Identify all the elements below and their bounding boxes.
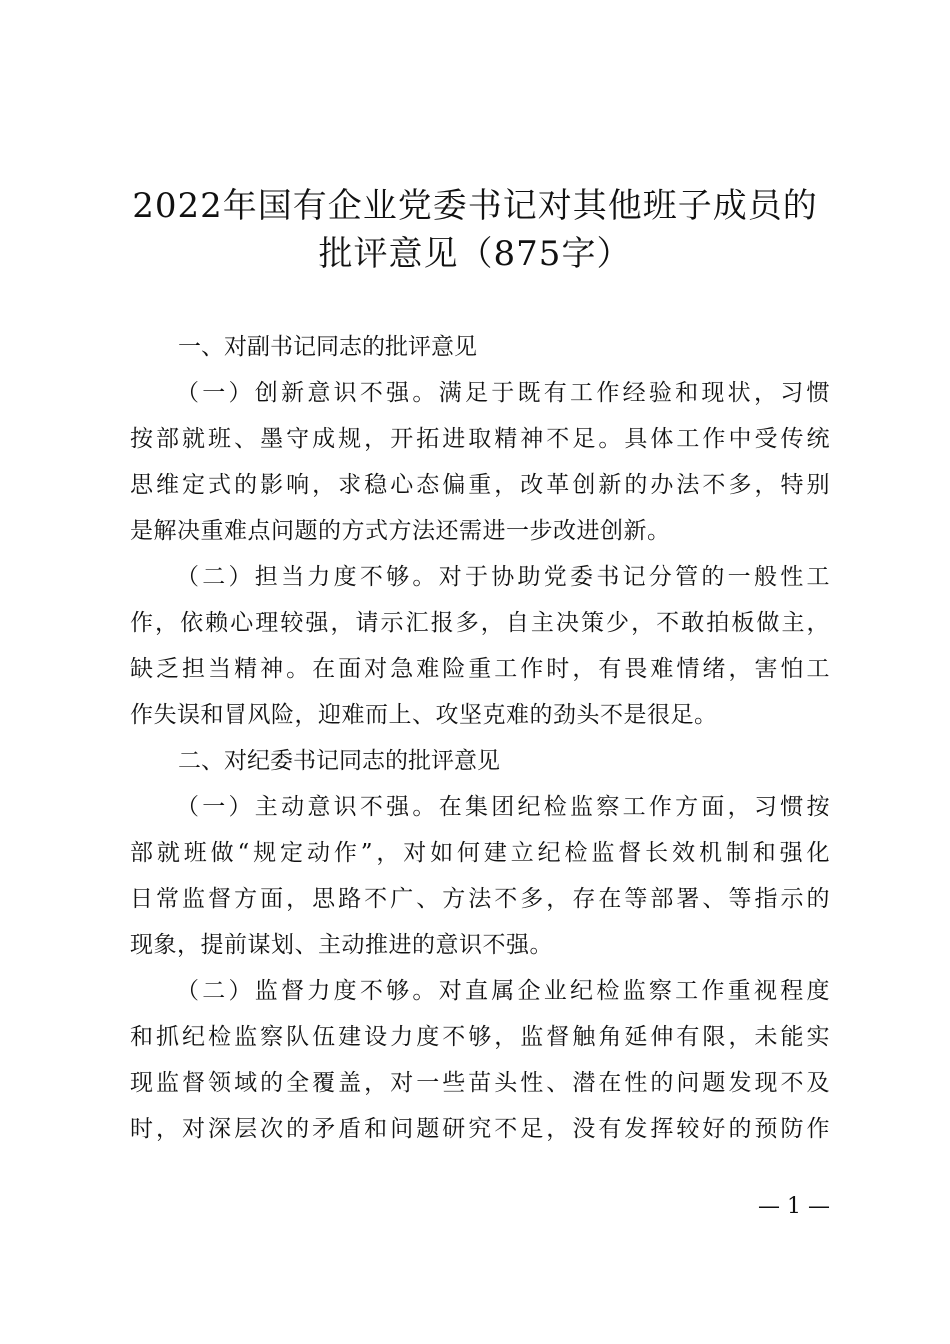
text-line: 现监督领域的全覆盖，对一些苗头性、潜在性的问题发现不及 (130, 1070, 830, 1096)
paragraph-1-2 (130, 554, 830, 738)
paragraph-2-1 (130, 784, 830, 968)
text-line: （二）担当力度不够。对于协助党委书记分管的一般性工 (176, 564, 830, 590)
text-line: 按部就班、墨守成规，开拓进取精神不足。具体工作中受传统 (130, 426, 830, 452)
text-line: 作，依赖心理较强，请示汇报多，自主决策少，不敢拍板做主， (130, 610, 830, 636)
document-body (130, 324, 830, 1152)
section-heading-2: 二、对纪委书记同志的批评意见 (178, 748, 500, 774)
text-line: 日常监督方面，思路不广、方法不多，存在等部署、等指示的 (130, 886, 830, 912)
page-number: — 1 — (758, 1194, 830, 1219)
text-line: 是解决重难点问题的方式方法还需进一步改进创新。 (130, 518, 671, 544)
text-line: 时，对深层次的矛盾和问题研究不足，没有发挥较好的预防作 (130, 1116, 830, 1142)
text-line: 缺乏担当精神。在面对急难险重工作时，有畏难情绪，害怕工 (130, 656, 830, 682)
text-line: 现象，提前谋划、主动推进的意识不强。 (130, 932, 553, 958)
text-line: 作失误和冒风险，迎难而上、攻坚克难的劲头不是很足。 (130, 702, 718, 728)
paragraph-1-1 (130, 370, 830, 554)
text-line: 部就班做“规定动作”，对如何建立纪检监督长效机制和强化 (130, 840, 830, 866)
text-line: （二）监督力度不够。对直属企业纪检监察工作重视程度 (176, 978, 830, 1004)
title-line-2: 批评意见（875字） (318, 234, 632, 274)
title-line-1: 2022年国有企业党委书记对其他班子成员的 (132, 186, 818, 226)
section-heading-1: 一、对副书记同志的批评意见 (178, 334, 477, 360)
text-line: （一）创新意识不强。满足于既有工作经验和现状，习惯 (176, 380, 830, 406)
paragraph-2-2 (130, 968, 830, 1152)
text-line: 和抓纪检监察队伍建设力度不够，监督触角延伸有限，未能实 (130, 1024, 830, 1050)
text-line: 思维定式的影响，求稳心态偏重，改革创新的办法不多，特别 (130, 472, 830, 498)
text-line: （一）主动意识不强。在集团纪检监察工作方面，习惯按 (176, 794, 830, 820)
document-title (60, 182, 890, 278)
